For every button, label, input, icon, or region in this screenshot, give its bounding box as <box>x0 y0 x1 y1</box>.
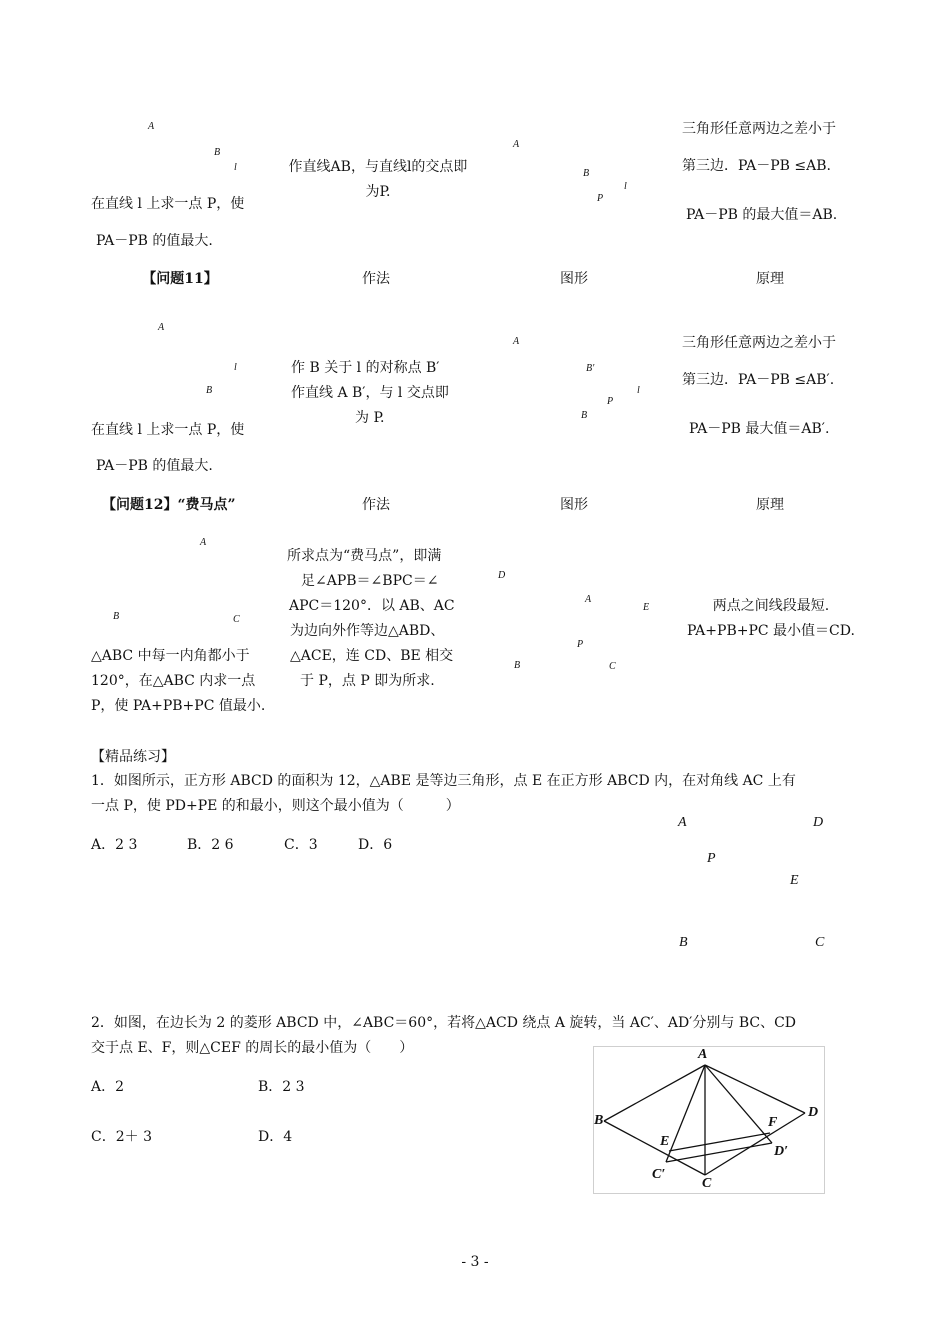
label-a: A <box>158 322 165 333</box>
method11-line3: 为 P. <box>355 410 385 426</box>
method11-line2: 作直线 A B′，与 l 交点即 <box>291 385 449 401</box>
fig10-label-b: B <box>583 168 590 179</box>
q1-fig-label-p: P <box>707 851 716 866</box>
fig10-label-a: A <box>513 139 520 150</box>
q1-fig-label-e: E <box>790 873 799 888</box>
segment-c-prime-d-prime <box>666 1143 772 1162</box>
label-l: l <box>234 362 237 373</box>
q1-line1: 1．如图所示，正方形 ABCD 的面积为 12，△ABE 是等边三角形，点 E 在正方形 ABCD 内，在对角线 AC 上有 <box>91 773 796 789</box>
q2-fig-label-c-prime: C′ <box>652 1167 666 1182</box>
header11-principle: 原理 <box>756 271 784 287</box>
fig10-label-p: P <box>597 193 604 204</box>
method12-line6: 于 P，点 P 即为所求. <box>300 673 435 689</box>
label-b: B <box>113 611 120 622</box>
problem10-line2: PA－PB 的值最大. <box>96 233 213 249</box>
fig12-label-e: E <box>643 602 650 613</box>
q2-fig-label-c: C <box>702 1176 712 1191</box>
q1-line2: 一点 P，使 PD+PE 的和最小，则这个最小值为（ ） <box>91 798 460 814</box>
label-b: B <box>214 147 221 158</box>
fig11-label-a: A <box>513 336 520 347</box>
fig12-label-p: P <box>577 639 584 650</box>
problem12-line3: P，使 PA+PB+PC 值最小. <box>91 698 266 714</box>
problem12-line1: △ABC 中每一内角都小于 <box>91 648 250 664</box>
principle10-line2: 第三边．PA－PB ≤AB. <box>682 158 831 174</box>
segment-ad-prime <box>705 1065 772 1143</box>
header11-figure: 图形 <box>560 271 588 287</box>
q2-fig-label-d: D <box>808 1105 819 1120</box>
q2-line2: 交于点 E、F，则△CEF 的周长的最小值为（ ） <box>91 1040 414 1056</box>
method12-line3: APC＝120°．以 AB、AC <box>289 598 455 614</box>
method12-line5: △ACE，连 CD、BE 相交 <box>290 648 454 664</box>
q1-fig-label-d: D <box>813 815 824 830</box>
segment-ab <box>604 1065 705 1121</box>
q2-fig-label-f: F <box>768 1115 778 1130</box>
principle12-line1: 两点之间线段最短. <box>712 598 830 614</box>
q2-option-b: B．2 3 <box>258 1079 305 1095</box>
page-number: - 3 - <box>461 1254 489 1270</box>
label-a: A <box>148 121 155 132</box>
q1-option-d: D．6 <box>358 837 393 853</box>
fig12-label-c: C <box>609 661 616 672</box>
q2-figure <box>593 1046 825 1194</box>
problem12-line2: 120°，在△ABC 内求一点 <box>91 673 256 689</box>
fig11-label-p: P <box>607 396 614 407</box>
header12-principle: 原理 <box>756 497 784 513</box>
problem11-line1: 在直线 l 上求一点 P，使 <box>91 422 245 438</box>
principle10-line3: PA－PB 的最大值＝AB. <box>686 207 838 223</box>
problem11-line2: PA－PB 的值最大. <box>96 458 213 474</box>
q2-option-a: A．2 <box>91 1079 125 1095</box>
q2-figure-drawing <box>594 1047 824 1193</box>
fig12-label-d: D <box>498 570 506 581</box>
q1-fig-label-b: B <box>679 935 688 950</box>
header12-problem: 【问题12】“费马点” <box>102 497 236 513</box>
header12-figure: 图形 <box>560 497 588 513</box>
principle11-line1: 三角形任意两边之差小于 <box>682 335 836 351</box>
problem10-line1: 在直线 l 上求一点 P，使 <box>91 196 245 212</box>
fig12-label-a: A <box>585 594 592 605</box>
q1-option-c: C．3 <box>284 837 318 853</box>
label-b: B <box>206 385 213 396</box>
q1-fig-label-a: A <box>678 815 687 830</box>
fig10-label-l: l <box>624 181 627 192</box>
method12-line2: 足∠APB＝∠BPC＝∠ <box>301 573 439 589</box>
principle11-line3: PA－PB 最大值＝AB′. <box>689 421 830 437</box>
principle10-line1: 三角形任意两边之差小于 <box>682 121 836 137</box>
principle12-line2: PA+PB+PC 最小值＝CD. <box>687 623 855 639</box>
q2-option-c: C．2＋ 3 <box>91 1129 152 1145</box>
q2-fig-label-e: E <box>660 1134 670 1149</box>
method12-line1: 所求点为“费马点”，即满 <box>287 548 442 564</box>
q2-option-d: D．4 <box>258 1129 293 1145</box>
fig12-label-b: B <box>514 660 521 671</box>
q1-option-a: A．2 3 <box>91 837 138 853</box>
label-c: C <box>233 614 240 625</box>
method12-line4: 为边向外作等边△ABD、 <box>290 623 445 639</box>
segment-ef <box>669 1133 770 1151</box>
label-l: l <box>234 162 237 173</box>
label-a: A <box>200 537 207 548</box>
fig11-label-b-prime: B′ <box>586 363 595 374</box>
q1-option-b: B．2 6 <box>187 837 234 853</box>
principle11-line2: 第三边．PA－PB ≤AB′. <box>682 372 835 388</box>
q2-fig-label-a: A <box>698 1047 708 1062</box>
method11-line1: 作 B 关于 l 的对称点 B′ <box>291 360 440 376</box>
fig11-label-b: B <box>581 410 588 421</box>
q2-fig-label-b: B <box>594 1113 604 1128</box>
fig11-label-l: l <box>637 385 640 396</box>
segment-ad <box>705 1065 805 1113</box>
q2-fig-label-d-prime: D′ <box>774 1144 789 1159</box>
header12-method: 作法 <box>362 497 390 513</box>
header11-problem: 【问题11】 <box>142 271 218 287</box>
q1-fig-label-c: C <box>815 935 825 950</box>
method10: 作直线AB，与直线l的交点即为P. <box>288 159 468 200</box>
q2-line1: 2．如图，在边长为 2 的菱形 ABCD 中，∠ABC＝60°，若将△ACD 绕点 A 旋转，当 AC′、AD′分别与 BC、CD <box>91 1015 797 1031</box>
practice-heading: 【精品练习】 <box>91 749 175 765</box>
header11-method: 作法 <box>362 271 390 287</box>
